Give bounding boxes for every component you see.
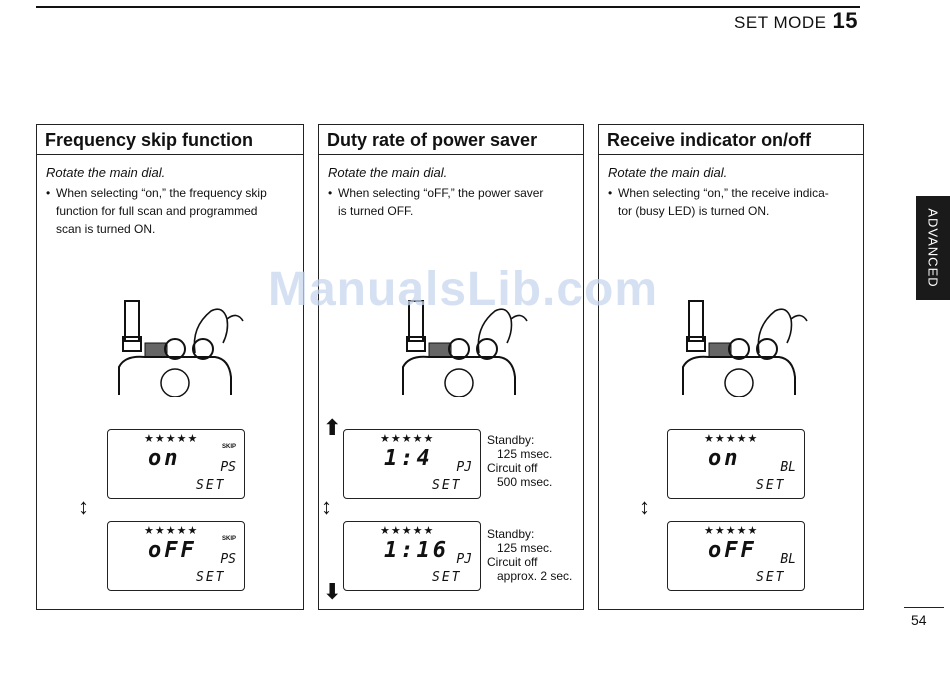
timing-note-2: [487, 527, 572, 583]
page-header: [734, 8, 858, 34]
bottom-rule: [904, 607, 944, 608]
up-arrow-icon: ⬆: [323, 415, 342, 440]
display-code: BL: [780, 552, 796, 567]
display-set: SET: [432, 570, 462, 585]
panel-power-saver: [318, 124, 584, 610]
signal-stars: ★★★★★: [144, 433, 199, 445]
display-set: SET: [196, 478, 226, 493]
instruction-text: Rotate the main dial.: [328, 165, 448, 180]
standby-value: 125 msec.: [497, 447, 553, 461]
panel-title: Receive indicator on/off: [598, 124, 864, 155]
bullet-line: scan is turned ON.: [56, 222, 156, 236]
signal-stars: ★★★★★: [380, 433, 435, 445]
display-set: SET: [196, 570, 226, 585]
signal-stars: ★★★★★: [704, 433, 759, 445]
standby-label: Standby:: [487, 527, 535, 541]
bullet-line: tor (busy LED) is turned ON.: [618, 204, 770, 218]
section-title: SET MODE: [734, 13, 827, 32]
radio-hand-illustration: [115, 297, 245, 397]
display-value: 1:16: [384, 538, 449, 563]
display-set: SET: [756, 478, 786, 493]
up-down-arrow-icon: ↕: [321, 494, 332, 519]
lcd-display-1-16: [343, 521, 481, 591]
down-arrow-icon: ⬇: [323, 579, 342, 604]
display-code: PJ: [456, 552, 472, 567]
lcd-display-off: [667, 521, 805, 591]
circuit-value: approx. 2 sec.: [497, 569, 573, 583]
watermark: ManualsLib.com: [268, 263, 659, 316]
circuit-label: Circuit off: [487, 555, 538, 569]
standby-value: 125 msec.: [497, 541, 553, 555]
bullet-line: When selecting “oFF,” the power saver: [338, 186, 544, 200]
bullet-line: When selecting “on,” the frequency skip: [56, 186, 267, 200]
signal-stars: ★★★★★: [380, 525, 435, 537]
page-number: 54: [911, 612, 927, 628]
bullet-text: • When selecting “oFF,” the power saver is turned OFF.: [328, 184, 578, 220]
bullet-text: • When selecting “on,” the frequency skip function for full scan and programmed scan is turned ON.: [46, 184, 296, 238]
display-code: PS: [220, 460, 236, 475]
lcd-display-off: [107, 521, 245, 591]
section-number: 15: [832, 8, 858, 33]
display-value: oFF: [708, 538, 757, 563]
bullet-line: When selecting “on,” the receive indica-: [618, 186, 829, 200]
circuit-label: Circuit off: [487, 461, 538, 475]
panel-title: Duty rate of power saver: [318, 124, 584, 155]
bullet-line: is turned OFF.: [338, 204, 414, 218]
lcd-display-on: [667, 429, 805, 499]
display-value: on: [148, 446, 181, 471]
panel-frequency-skip: [36, 124, 304, 610]
up-down-arrow-icon: ↕: [78, 494, 89, 519]
section-tab-label: ADVANCED: [925, 208, 941, 288]
display-code: BL: [780, 460, 796, 475]
timing-note-1: [487, 433, 552, 489]
bullet-line: function for full scan and programmed: [56, 204, 258, 218]
display-code: PJ: [456, 460, 472, 475]
lcd-display-1-4: [343, 429, 481, 499]
instruction-text: Rotate the main dial.: [608, 165, 728, 180]
display-value: oFF: [148, 538, 197, 563]
up-down-arrow-icon: ↕: [639, 494, 650, 519]
section-tab: [916, 196, 950, 300]
circuit-value: 500 msec.: [497, 475, 553, 489]
radio-hand-illustration: [679, 297, 809, 397]
signal-stars: ★★★★★: [144, 525, 199, 537]
skip-badge: SKIP: [221, 444, 236, 450]
display-code: PS: [220, 552, 236, 567]
display-set: SET: [756, 570, 786, 585]
lcd-display-on: [107, 429, 245, 499]
display-set: SET: [432, 478, 462, 493]
panel-title: Frequency skip function: [36, 124, 304, 155]
panel-receive-indicator: [598, 124, 864, 610]
instruction-text: Rotate the main dial.: [46, 165, 166, 180]
skip-badge: SKIP: [221, 536, 236, 542]
display-value: on: [708, 446, 741, 471]
signal-stars: ★★★★★: [704, 525, 759, 537]
standby-label: Standby:: [487, 433, 535, 447]
display-value: 1:4: [384, 446, 433, 471]
bullet-text: • When selecting “on,” the receive indica- tor (busy LED) is turned ON.: [608, 184, 858, 220]
